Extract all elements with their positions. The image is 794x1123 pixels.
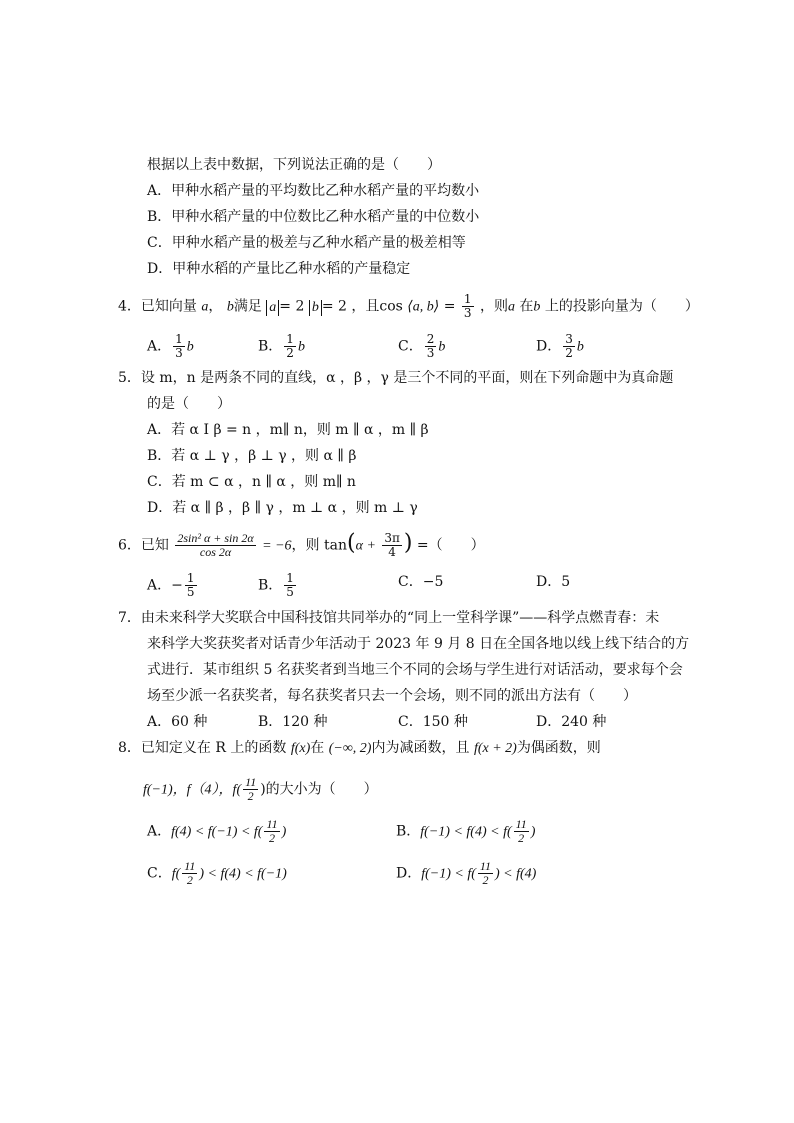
- q7-stem-line2: 来科学大奖获奖者对话青少年活动于 2023 年 9 月 8 日在全国各地以线上线下结合的方: [147, 636, 690, 652]
- q6-option-c: C．−5: [398, 574, 444, 590]
- q3-option-b: B．甲种水稻产量的中位数比乙种水稻产量的中位数小: [147, 209, 480, 225]
- q8-option-b: B．f(−1) < f(4) < f( $\frac{11}{2}$ ): [396, 817, 536, 845]
- q3-option-d: D．甲种水稻的产量比乙种水稻的产量稳定: [147, 261, 411, 277]
- q5-stem-line1: 5．设 m，n 是两条不同的直线，α ，β ，γ 是三个不同的平面，则在下列命题中为真命题: [118, 370, 674, 386]
- q3-option-a: A．甲种水稻产量的平均数比乙种水稻产量的平均数小: [147, 183, 480, 199]
- q3-option-c: C．甲种水稻产量的极差与乙种水稻产量的极差相等: [147, 235, 466, 251]
- q7-stem-line3: 式进行．某市组织 5 名获奖者到当地三个不同的会场与学生进行对话活动，要求每个会: [147, 662, 683, 678]
- q5-option-d: D．若 α ∥ β ，β ∥ γ ，m ⊥ α ，则 m ⊥ γ: [147, 500, 418, 516]
- q8-stem-line2: f(−1)，f（4），f( $\frac{11}{2}$ )的大小为（ ）: [143, 775, 378, 803]
- q6-stem: 6．已知 $\frac{\text{2sin² α + sin 2α}}{\cos 2\alpha}$ = −6，则 tan(α + $\frac{3\pi}{4}$ ) =（ ）: [118, 530, 485, 559]
- q7-option-c: C．150 种: [398, 714, 468, 730]
- q5-option-c: C．若 m ⊂ α ，n ∥ α ，则 m∥ n: [147, 474, 356, 490]
- q4-option-b: B． $\frac{1}{2}$ b: [258, 332, 305, 360]
- q8-option-c: C．f( $\frac{11}{2}$ ) < f(4) < f(−1): [147, 859, 287, 887]
- q4-option-c: C． $\frac{2}{3}$ b: [398, 332, 446, 360]
- q7-stem-line4: 场至少派一名获奖者，每名获奖者只去一个会场，则不同的派出方法有（ ）: [147, 688, 637, 704]
- q5-option-a: A．若 α I β = n ，m∥ n，则 m ∥ α ，m ∥ β: [147, 422, 429, 438]
- q4-option-a: A． $\frac{1}{3}$ b: [147, 332, 194, 360]
- q7-option-b: B．120 种: [258, 714, 328, 730]
- q6-option-a: A．− $\frac{1}{5}$: [147, 571, 195, 599]
- q7-option-d: D．240 种: [536, 714, 607, 730]
- q7-option-a: A．60 种: [147, 714, 208, 730]
- q6-option-d: D．5: [536, 574, 571, 590]
- q8-option-d: D．f(−1) < f( $\frac{11}{2}$ ) < f(4): [396, 859, 537, 887]
- q4-option-d: D． $\frac{3}{2}$ b: [536, 332, 584, 360]
- q7-stem-line1: 7．由未来科学大奖联合中国科技馆共同举办的“同上一堂科学课”——科学点燃青春：未: [118, 610, 660, 626]
- q8-stem-line1: 8．已知定义在 R 上的函数 f(x)在 (−∞, 2)内为减函数，且 f(x + 2)为偶函数，则: [118, 740, 601, 756]
- q5-option-b: B．若 α ⊥ γ ，β ⊥ γ ，则 α ∥ β: [147, 448, 357, 464]
- q6-option-b: B． $\frac{1}{5}$: [258, 571, 294, 599]
- q8-option-a: A．f(4) < f(−1) < f( $\frac{11}{2}$ ): [147, 817, 287, 845]
- q3-stem: 根据以上表中数据，下列说法正确的是（ ）: [147, 157, 441, 173]
- q4-stem: 4．已知向量 a， b满足 a = 2 b = 2 ，且cos ⟨a, b⟩ = $\frac{1}{3}$ ，则a 在b 上的投影向量为（ ）: [118, 292, 699, 320]
- q5-stem-line2: 的是（ ）: [147, 396, 231, 412]
